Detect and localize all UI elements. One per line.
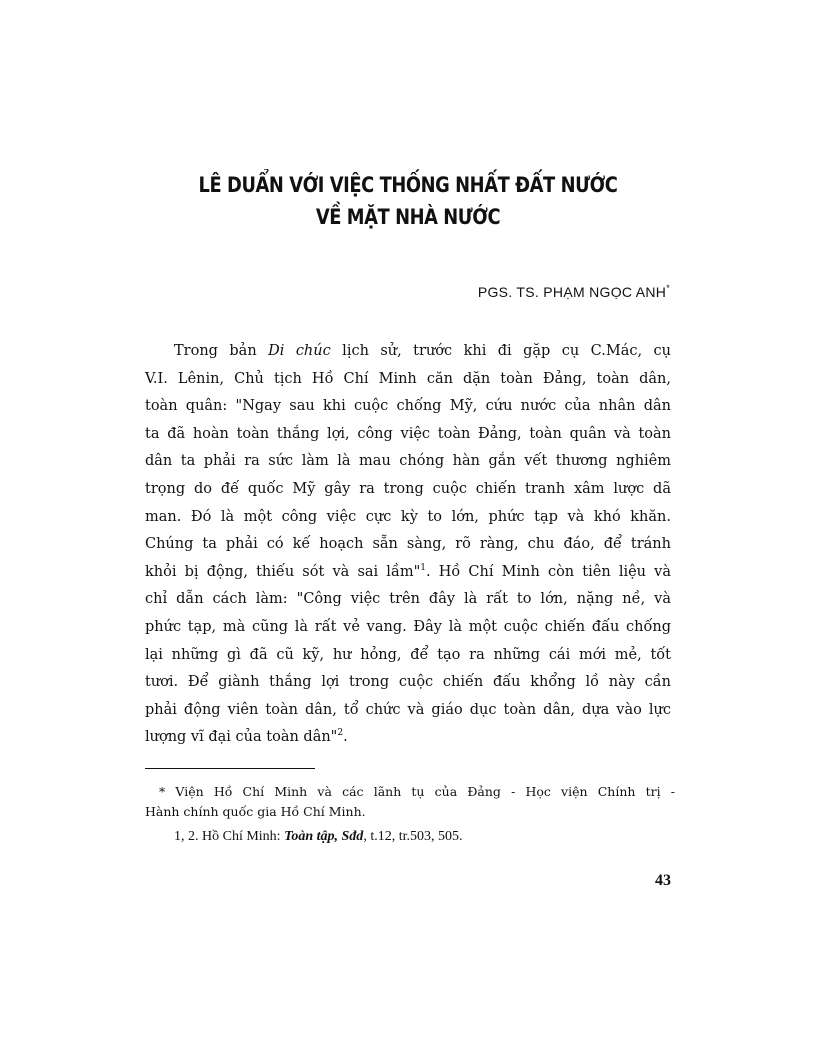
article-title-line-1: LÊ DUẨN VỚI VIỆC THỐNG NHẤT ĐẤT NƯỚC <box>198 173 618 197</box>
body-line: chỉ dẫn cách làm: "Công việc trên đây là rất to lớn, nặng nề, và <box>145 591 671 608</box>
body-line: phải động viên toàn dân, tổ chức và giáo dục toàn dân, dựa vào lực <box>145 701 671 718</box>
body-text: . <box>343 729 348 746</box>
footnote-ref-2: 2 <box>337 728 344 739</box>
body-line: toàn quân: "Ngay sau khi cuộc chống Mỹ, cứu nước của nhân dân <box>145 398 671 415</box>
article-title-line-2: VỀ MẶT NHÀ NƯỚC <box>315 205 501 229</box>
body-text: . Hồ Chí Minh còn tiên liệu và <box>426 563 671 580</box>
body-line: lại những gì đã cũ kỹ, hư hỏng, để tạo ra những cái mới mẻ, tốt <box>145 646 671 663</box>
body-line: phức tạp, mà cũng là rất vẻ vang. Đây là một cuộc chiến đấu chống <box>145 618 671 635</box>
footnote-line: Hành chính quốc gia Hồ Chí Minh. <box>145 803 366 819</box>
body-text: lịch sử, trước khi đi gặp cụ C.Mác, cụ <box>330 343 671 359</box>
footnote-book-title: Toàn tập, Sđd <box>284 829 364 844</box>
body-line <box>145 338 671 366</box>
body-text: Trong bản <box>174 343 269 359</box>
footnote-line: * Viện Hồ Chí Minh và các lãnh tụ của Đảng - Học viện Chính trị - <box>159 784 675 799</box>
footnote-author-affiliation <box>145 786 675 818</box>
body-line: dân ta phải ra sức làm là mau chóng hàn gắn vết thương nghiêm <box>145 453 671 470</box>
author-footnote-mark: * <box>666 283 670 293</box>
body-text: khỏi bị động, thiếu sót và sai lầm" <box>145 563 421 580</box>
body-line: man. Đó là một công việc cực kỳ to lớn, phức tạp và khó khăn. <box>145 508 671 525</box>
body-paragraph <box>145 338 671 752</box>
body-text: lượng vĩ đại của toàn dân" <box>145 729 338 746</box>
footnote-divider <box>145 768 315 769</box>
body-line: ta đã hoàn toàn thắng lợi, công việc toàn Đảng, toàn quân và toàn <box>145 425 671 442</box>
footnote-text: , t.12, tr.503, 505. <box>363 829 463 844</box>
body-line <box>145 724 671 752</box>
body-line: trọng do đế quốc Mỹ gây ra trong cuộc chiến tranh xâm lược dã <box>145 480 671 497</box>
page-number: 43 <box>655 872 671 889</box>
body-line: V.I. Lênin, Chủ tịch Hồ Chí Minh căn dặn toàn Đảng, toàn dân, <box>145 370 671 387</box>
body-line: Chúng ta phải có kế hoạch sẵn sàng, rõ ràng, chu đáo, để tránh <box>145 536 671 553</box>
author-byline <box>478 283 670 300</box>
body-line <box>145 559 671 587</box>
emphasis-di-chuc: Di chúc <box>268 343 331 359</box>
body-line: tươi. Để giành thắng lợi trong cuộc chiến đấu khổng lồ này cần <box>145 674 671 691</box>
author-name: PGS. TS. PHẠM NGỌC ANH <box>477 284 667 300</box>
footnote-citation <box>145 830 704 844</box>
footnote-ref-1: 1 <box>420 562 426 573</box>
footnote-text: 1, 2. Hồ Chí Minh: <box>174 829 285 844</box>
